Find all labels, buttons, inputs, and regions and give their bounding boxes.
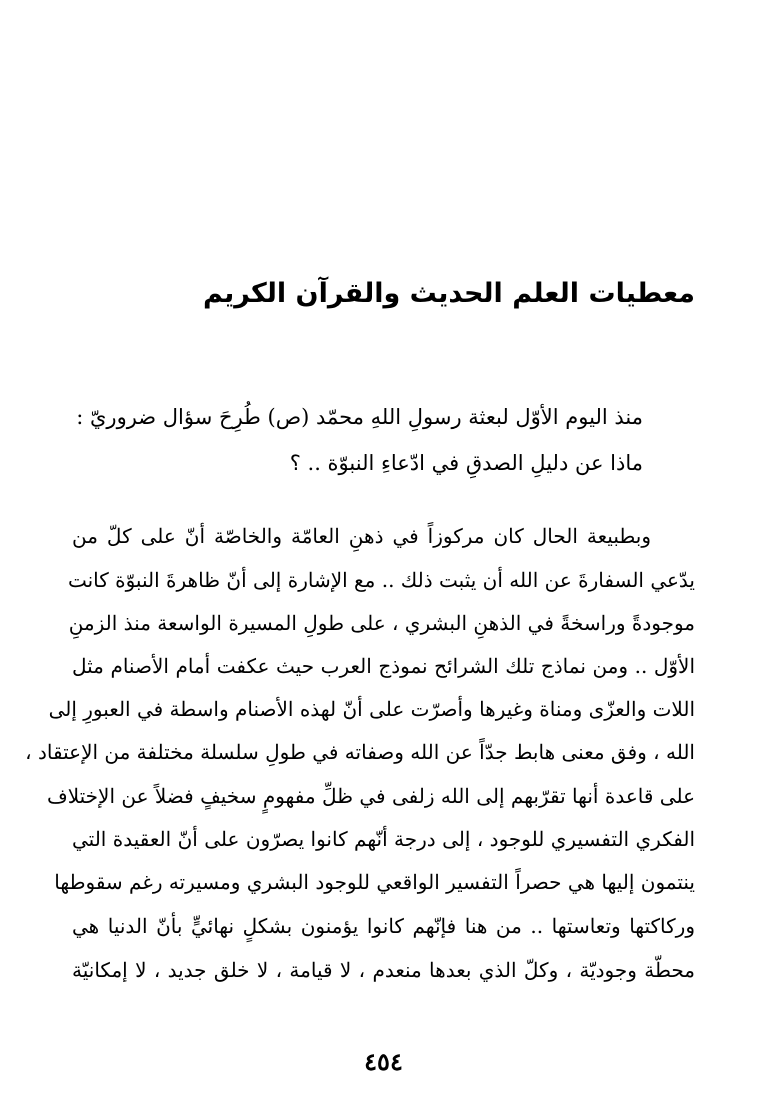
paragraph-line: على قاعدة أنها تقرّبهم إلى الله زلفى في ظلِّ مفهومٍ سخيفٍ فضلاً عن الإختلاف	[46, 784, 695, 808]
paragraph-line: وبطبيعة الحال كان مركوزاً في ذهنِ العامّة والخاصّة أنّ على كلّ من	[72, 524, 651, 548]
paragraph-line: اللات والعزّى ومناة وغيرها وأصرّت على أنّ لهذه الأصنام واسطة في العبورِ إلى	[48, 697, 695, 721]
question-line: ماذا عن دليلِ الصدقِ في ادّعاءِ النبوّة .. ؟	[289, 451, 643, 475]
paragraph-line: محطّة وجوديّة ، وكلّ الذي بعدها منعدم ، لا قيامة ، لا خلق جديد ، لا إمكانيّة	[72, 958, 695, 982]
page-title: معطيات العلم الحديث والقرآن الكريم	[202, 278, 695, 309]
paragraph-line: موجودةً وراسخةً في الذهنِ البشري ، على طولِ المسيرة الواسعة منذ الزمنِ	[68, 611, 695, 635]
paragraph-line: يدّعي السفارةَ عن الله أن يثبت ذلك .. مع الإشارة إلى أنّ ظاهرةَ النبوّة كانت	[67, 568, 695, 592]
paragraph-line: ينتمون إليها هي حصراً التفسير الواقعي للوجود البشري ومسيرته رغم سقوطها	[54, 870, 695, 894]
paragraph-line: الله ، وفق معنى هابط جدّاً عن الله وصفاته في طولِ سلسلة مختلفة من الإعتقاد ،	[25, 740, 695, 764]
paragraph-line: وركاكتها وتعاستها .. من هنا فإنّهم كانوا يؤمنون بشكلٍ نهائيٍّ بأنّ الدنيا هي	[72, 914, 695, 938]
page-number: ٤٥٤	[364, 1047, 403, 1076]
paragraph-line: الأوّل .. ومن نماذج تلك الشرائح نموذج العرب حيث عكفت أمام الأصنام مثل	[72, 654, 695, 678]
paragraph-line: الفكري التفسيري للوجود ، إلى درجة أنّهم كانوا يصرّون على أنّ العقيدة التي	[72, 827, 695, 851]
question-line: منذ اليوم الأوّل لبعثة رسولِ اللهِ محمّد (ص) طُرِحَ سؤال ضروريّ :	[76, 405, 643, 429]
